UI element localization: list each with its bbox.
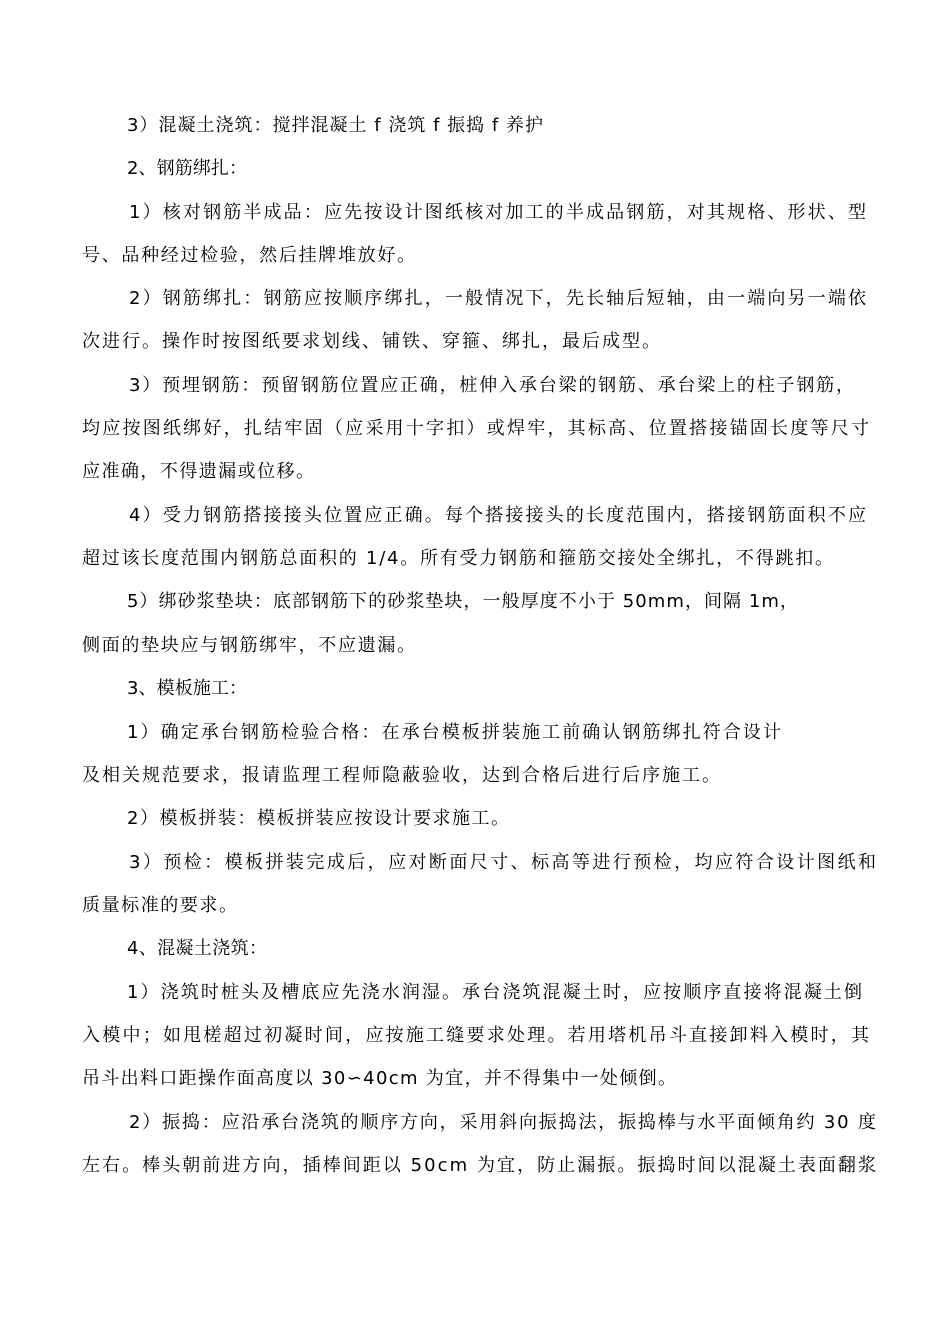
- text-line: 2）钢筋绑扎：钢筋应按顺序绑扎，一般情况下，先长轴后短轴，由一端向另一端依: [129, 288, 869, 309]
- text-line: 质量标准的要求。: [82, 895, 239, 916]
- text-line: 1）确定承台钢筋检验合格：在承台模板拼装施工前确认钢筋绑扎符合设计: [127, 722, 784, 743]
- text-line: 入模中；如甩槎超过初凝时间，应按施工缝要求处理。若用塔机吊斗直接卸料入模时，其: [82, 1025, 872, 1046]
- text-line: 2）模板拼装：模板拼装应按设计要求施工。: [127, 808, 511, 829]
- text-line: 次进行。操作时按图纸要求划线、铺铁、穿箍、绑扎，最后成型。: [82, 331, 662, 352]
- text-line: 左右。棒头朝前进方向，插棒间距以 50cm 为宜，防止漏振。振捣时间以混凝土表面翻浆: [82, 1155, 879, 1176]
- text-line: 2）振捣：应沿承台浇筑的顺序方向，采用斜向振捣法，振捣棒与水平面倾角约 30 度: [129, 1112, 878, 1133]
- text-line: 1）核对钢筋半成品：应先按设计图纸核对加工的半成品钢筋，对其规格、形状、型: [129, 202, 869, 223]
- text-line: 吊斗出料口距操作面高度以 30∽40cm 为宜，并不得集中一处倾倒。: [82, 1068, 678, 1089]
- text-line: 4）受力钢筋搭接接头位置应正确。每个搭接接头的长度范围内，搭接钢筋面积不应: [129, 505, 869, 526]
- text-line: 号、品种经过检验，然后挂牌堆放好。: [82, 245, 417, 266]
- section-heading: 2、钢筋绑扎：: [127, 158, 248, 179]
- text-line: 应准确，不得遗漏或位移。: [82, 461, 316, 482]
- section-heading: 4、混凝土浇筑：: [127, 938, 268, 959]
- text-line: 及相关规范要求，报请监理工程师隐蔽验收，达到合格后进行后序施工。: [82, 765, 722, 786]
- text-line: 1）浇筑时桩头及槽底应先浇水润湿。承台浇筑混凝土时，应按顺序直接将混凝土倒: [127, 982, 865, 1003]
- text-line: 侧面的垫块应与钢筋绑牢，不应遗漏。: [82, 635, 417, 656]
- text-line: 3）预埋钢筋：预留钢筋位置应正确，桩伸入承台梁的钢筋、承台梁上的柱子钢筋，: [129, 375, 856, 396]
- text-line: 超过该长度范围内钢筋总面积的 1/4。所有受力钢筋和箍筋交接处全绑扎，不得跳扣。: [82, 548, 835, 569]
- text-line: 均应按图纸绑好，扎结牢固（应采用十字扣）或焊牢，其标高、位置搭接锚固长度等尺寸: [82, 418, 872, 439]
- text-line: 5）绑砂浆垫块：底部钢筋下的砂浆垫块，一般厚度不小于 50mm，间隔 1m，: [127, 591, 800, 612]
- text-line: 3）预检：模板拼装完成后，应对断面尺寸、标高等进行预检，均应符合设计图纸和: [129, 852, 879, 873]
- text-line: 3）混凝土浇筑：搅拌混凝土 f 浇筑 f 振捣 f 养护: [127, 115, 545, 136]
- section-heading: 3、模板施工：: [127, 678, 248, 699]
